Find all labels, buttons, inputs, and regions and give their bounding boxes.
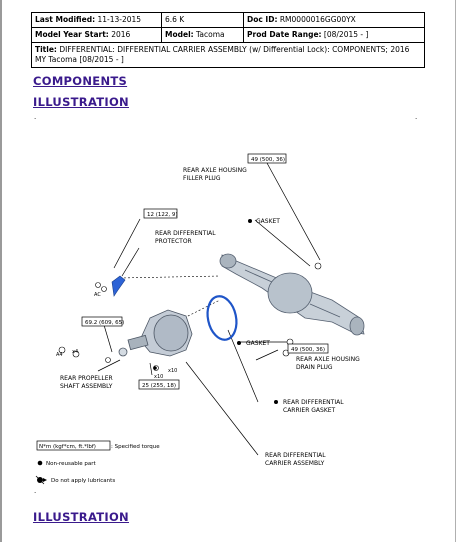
- dot-marker-bottom: .: [34, 487, 37, 495]
- mark-ac: AC: [94, 292, 101, 298]
- model-year-value: 2016: [111, 30, 131, 39]
- label-filler-plug-2: FILLER PLUG: [183, 175, 221, 182]
- label-gasket-top: GASKET: [256, 218, 280, 225]
- title-label: Title:: [35, 45, 57, 54]
- components-heading-link[interactable]: COMPONENTS: [33, 74, 128, 88]
- label-filler-plug-1: REAR AXLE HOUSING: [183, 167, 247, 174]
- no-lubricant-icon: [36, 476, 47, 484]
- model-year-label: Model Year Start:: [35, 30, 109, 39]
- last-modified-label: Last Modified:: [35, 15, 96, 24]
- legend-torque-text: : Specified torque: [111, 444, 160, 450]
- label-propeller-shaft-2: SHAFT ASSEMBLY: [60, 383, 113, 390]
- torque-drain-plug: 49 (500, 36): [291, 347, 326, 353]
- qty-x10-b: x10: [154, 374, 164, 380]
- axle-housing-drawing: [220, 254, 364, 335]
- label-gasket-mid: GASKET: [246, 340, 270, 347]
- model-value: Tacoma: [196, 30, 225, 39]
- label-protector-1: REAR DIFFERENTIAL: [155, 230, 216, 237]
- illustration-heading-link-2[interactable]: ILLUSTRATION: [33, 510, 129, 524]
- label-drain-plug-1: REAR AXLE HOUSING: [296, 356, 360, 363]
- torque-carrier: 69.2 (609, 65): [85, 320, 125, 326]
- prod-range-label: Prod Date Range:: [247, 30, 322, 39]
- carrier-gasket-ring: [204, 294, 241, 343]
- doc-id-label: Doc ID:: [247, 15, 278, 24]
- prod-range-value: [08/2015 - ]: [323, 30, 369, 39]
- label-propeller-shaft-1: REAR PROPELLER: [60, 375, 113, 382]
- label-carrier-assembly-1: REAR DIFFERENTIAL: [265, 452, 326, 459]
- title-value: DIFFERENTIAL: DIFFERENTIAL CARRIER ASSEMBLY (w/ Differential Lock): COMPONENTS; 2016 MY Tacoma [08/2015 - ]: [35, 45, 410, 64]
- dot-marker-left: .: [34, 113, 37, 121]
- torque-protector: 12 (122, 9): [147, 212, 178, 218]
- label-protector-2: PROTECTOR: [155, 238, 192, 245]
- doc-id-value: RM0000016GG00YX: [279, 15, 356, 24]
- doc-size: 6.6 K: [165, 15, 185, 24]
- legend: [36, 441, 160, 484]
- label-carrier-gasket-2: CARRIER GASKET: [283, 407, 336, 414]
- dot-marker-right: .: [415, 113, 418, 121]
- label-carrier-gasket-1: REAR DIFFERENTIAL: [283, 399, 344, 406]
- torque-bolts: 25 (255, 18): [142, 383, 177, 389]
- legend-nonreusable-text: Non-reusable part: [46, 461, 96, 467]
- legend-nolube-text: Do not apply lubricants: [51, 478, 116, 484]
- torque-filler-plug: 49 (500, 36): [251, 157, 286, 163]
- last-modified-value: 11-13-2015: [97, 15, 142, 24]
- legend-nonreusable-bullet: [38, 461, 43, 466]
- legend-torque-unit: N*m (kgf*cm, ft.*lbf): [39, 444, 96, 450]
- carrier-assembly-drawing: [119, 310, 192, 356]
- mark-a4: A4: [56, 352, 63, 358]
- qty-x4: x4: [72, 349, 79, 355]
- torque-boxes: [82, 154, 328, 389]
- label-carrier-assembly-2: CARRIER ASSEMBLY: [265, 460, 325, 467]
- model-label: Model:: [165, 30, 194, 39]
- label-drain-plug-2: DRAIN PLUG: [296, 364, 333, 371]
- differential-protector-part: [112, 276, 125, 296]
- illustration-heading-link[interactable]: ILLUSTRATION: [33, 95, 129, 109]
- qty-x10-a: x10: [168, 368, 178, 374]
